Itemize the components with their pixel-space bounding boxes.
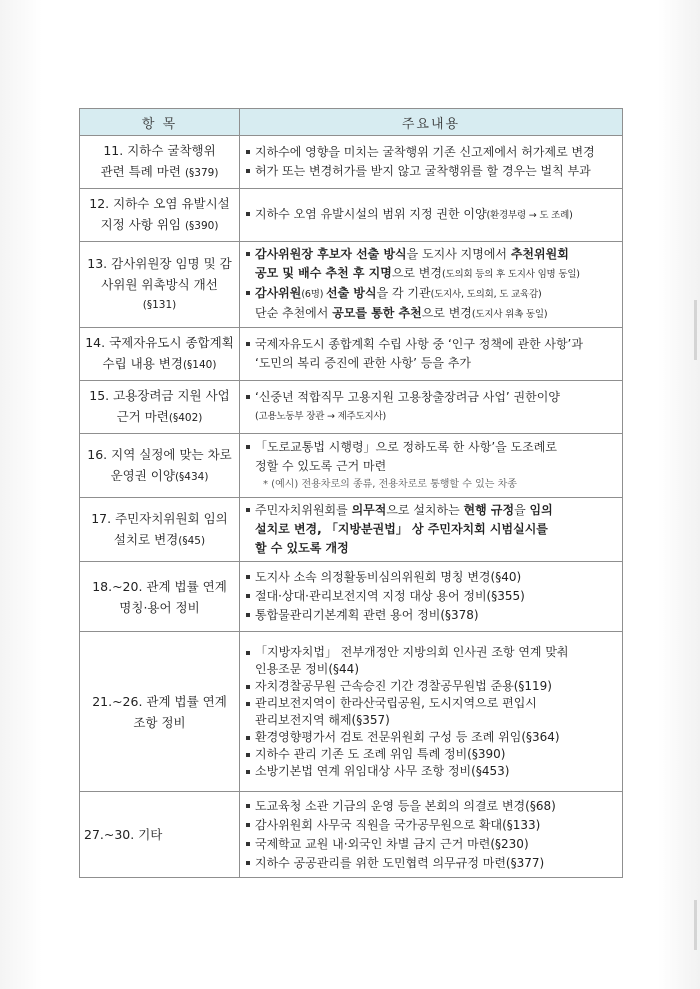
row-number: 13. [87,256,108,271]
content-bold: 현행 규정 [463,503,515,517]
content-bullet: 관리보전지역이 한라산국립공원, 도시지역으로 편입시 [245,695,618,712]
row-number: 18.~20. [92,578,143,594]
content-bullet: 국제자유도시 종합계획 수립 사항 중 ‘인구 정책에 관한 사항’과 [245,335,618,354]
row-ref: (§402) [168,412,203,424]
row-content [240,189,623,242]
row-content [240,136,623,189]
table-row [80,434,623,498]
row-title-line: 지역 실정에 맞는 차로 [111,446,232,462]
table-row [80,136,623,189]
row-title [80,632,240,792]
content-bullet [245,205,618,225]
row-number: 27.~30. [84,827,135,842]
row-title [80,498,240,562]
row-title-line: 수립 내용 변경 [102,356,183,371]
content-continuation: 정할 수 있도록 근거 마련 [255,458,387,473]
content-text: 지하수 오염 유발시설의 범위 지정 권한 이양 [255,207,487,221]
content-continuation: 인용조문 정비(§44) [255,661,359,676]
row-ref: (§379) [184,167,219,179]
row-title-line: 기타 [138,827,163,842]
row-title [80,792,240,878]
row-title-line: 국제자유도시 종합계획 [109,335,234,350]
row-number: 17. [91,510,112,526]
content-bullet: 감사위원회 사무국 직원을 국가공무원으로 확대(§133) [245,816,618,835]
content-bold: 공모 및 배수 추천 후 지명 [255,266,392,280]
content-continuation [245,520,618,539]
row-title [80,136,240,189]
row-content [240,562,623,632]
scan-edge-mark [694,300,697,360]
content-bold: 추천위원회 [510,247,569,261]
row-number: 15. [89,388,110,403]
content-note: (도지사 위촉 동일) [471,309,548,320]
content-continuation: 관리보전지역 해제(§357) [255,712,390,727]
row-title [80,189,240,242]
row-content [240,498,623,562]
row-content [240,434,623,498]
content-note: (고용노동부 장관 → 제주도지사) [255,411,386,422]
content-text: 을 [514,503,530,517]
content-continuation [245,304,618,324]
content-note: (6명) [301,289,327,300]
content-text: 단순 추천에서 [255,306,333,320]
content-text: 을 도지사 지명에서 [406,247,511,261]
table-row [80,242,623,328]
row-content [240,381,623,434]
content-bold: 감사위원장 후보자 선출 방식 [255,247,407,261]
row-content [240,792,623,878]
table-row [80,792,623,878]
row-number: 11. [103,143,124,158]
row-title-line: 명칭·용어 정비 [119,599,200,615]
table-row [80,381,623,434]
content-bullet: 소방기본법 연계 위임대상 사무 조항 정비(§453) [245,763,618,780]
table-row [80,562,623,632]
content-text: 주민자치위원회를 [255,503,352,517]
content-text: 으로 변경 [391,266,442,280]
scan-edge-mark [694,900,697,950]
row-ref: (§45) [178,534,206,547]
row-title [80,562,240,632]
content-continuation: ‘도민의 복리 증진에 관한 사항’ 등을 추가 [255,356,471,370]
content-bullet: ‘신중년 적합직무 고용지원 고용창출장려금 사업’ 권한이양 [245,388,618,407]
row-number: 21.~26. [92,693,143,709]
content-footnote: * (예시) 전용차로의 종류, 전용차로로 통행할 수 있는 차종 [263,478,517,490]
content-continuation: 할 수 있도록 개정 [255,541,349,555]
content-text: 으로 설치하는 [386,503,464,517]
content-bold: , 「지방분권법」 상 주민자치회 시범실시를 [317,522,548,536]
content-bold: 감사위원 [255,286,302,300]
header-item: 항 목 [80,109,240,136]
row-title-line: 관계 법률 연계 [146,693,227,709]
row-content [240,328,623,381]
row-title-line: 운영권 이양 [110,467,175,483]
header-content: 주요내용 [240,109,623,136]
row-content [240,242,623,328]
amendment-table [79,108,623,878]
row-title-line: 관계 법률 연계 [146,578,227,594]
row-title [80,328,240,381]
row-title [80,434,240,498]
row-title-line: 주민자치위원회 임의 [115,510,228,526]
content-note: (도의회 등의 후 도지사 임명 동일) [442,269,580,280]
row-number: 12. [89,196,110,211]
row-ref: (§131) [142,299,177,311]
row-number: 16. [87,446,108,462]
row-title-line: 설치로 변경 [113,531,179,547]
content-bold: 공모를 통한 추천 [332,306,422,320]
row-ref: (§390) [184,220,219,232]
row-title-line: 고용장려금 지원 사업 [113,388,230,403]
content-bullet: 절대·상대·관리보전지역 지정 대상 용어 정비(§355) [245,587,618,606]
content-bullet: 통합물관리기본계획 관련 용어 정비(§378) [245,606,618,625]
content-text: 을 각 기관 [376,286,431,300]
table-header-row [80,109,623,136]
content-bullet [245,501,618,520]
content-bold: 선출 방식 [326,286,377,300]
content-bullet: 허가 또는 변경허가를 받지 않고 굴착행위를 할 경우는 벌칙 부과 [245,162,618,181]
content-bullet [245,284,618,304]
content-bullet: 지하수 관리 기존 도 조례 위임 특례 정비(§390) [245,746,618,763]
row-content [240,632,623,792]
content-text: 으로 변경 [421,306,472,320]
row-title [80,242,240,328]
row-title [80,381,240,434]
content-bullet: 도교육청 소관 기금의 운영 등을 본회의 의결로 변경(§68) [245,797,618,816]
row-title-line: 조항 정비 [133,714,186,730]
table-row [80,498,623,562]
row-title-line: 감사위원장 임명 및 감 [111,256,232,271]
table-row [80,189,623,242]
content-bullet: 국제학교 교원 내·외국인 차별 금지 근거 마련(§230) [245,835,618,854]
row-number: 14. [85,335,106,350]
row-title-line: 지하수 굴착행위 [127,143,216,158]
content-note: (도지사, 도의회, 도 교육감) [430,289,542,300]
content-bullet: 환경영향평가서 검토 전문위원회 구성 등 조례 위임(§364) [245,729,618,746]
row-title-line: 근거 마련 [116,409,169,424]
content-bold: 의무적 [351,503,387,517]
content-bold: 임의 [529,503,553,517]
table-row [80,328,623,381]
content-bold: 설치로 변경 [255,522,318,536]
content-note: (환경부령 → 도 조례) [486,210,573,221]
content-bullet: 도지사 소속 의정활동비심의위원회 명칭 변경(§40) [245,568,618,587]
content-bullet: 지하수 공공관리를 위한 도민협력 의무규정 마련(§377) [245,854,618,873]
content-bullet [245,245,618,264]
row-title-line: 사위원 위촉방식 개선 [101,277,218,292]
content-bullet: 지하수에 영향을 미치는 굴착행위 기존 신고제에서 허가제로 변경 [245,143,618,162]
row-title-line: 지정 사항 위임 [100,217,181,232]
content-continuation [245,264,618,284]
row-ref: (§434) [174,470,209,483]
content-bullet: 「도로교통법 시행령」으로 정하도록 한 사항’을 도조례로 [245,438,618,457]
content-bullet: 「지방자치법」 전부개정안 지방의회 인사권 조항 연계 맞춰 [245,644,618,661]
row-title-line: 관련 특례 마련 [100,164,181,179]
content-bullet: 자치경찰공무원 근속승진 기간 경찰공무원법 준용(§119) [245,678,618,695]
row-title-line: 지하수 오염 유발시설 [113,196,230,211]
table-row [80,632,623,792]
row-ref: (§140) [182,359,217,371]
